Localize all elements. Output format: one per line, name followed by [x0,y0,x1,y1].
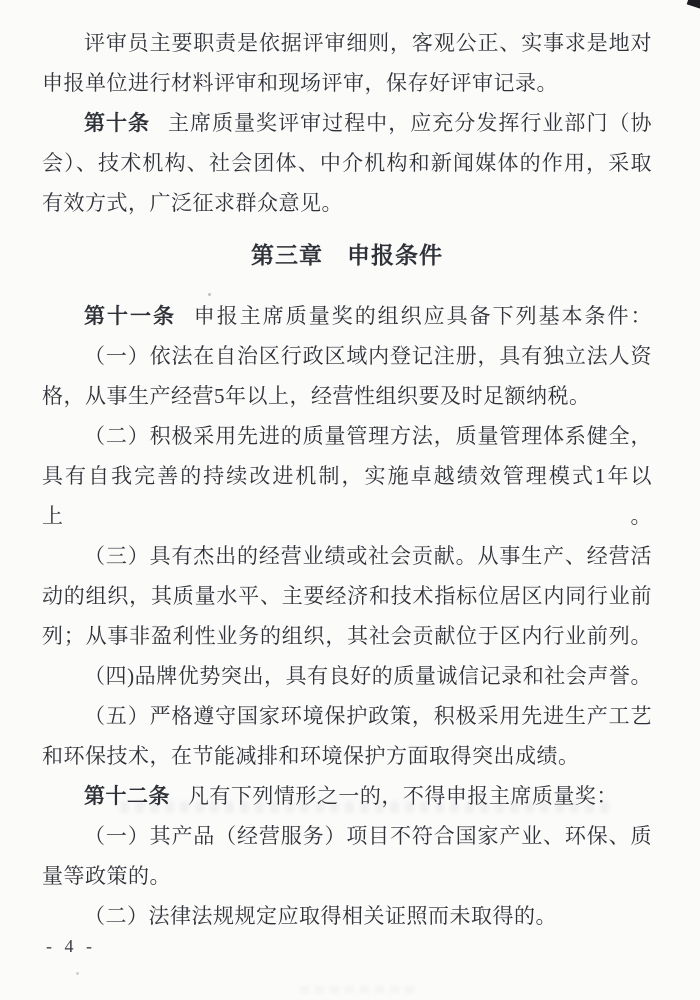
text-line: （二）积极采用先进的质量管理方法，质量管理体系健全， [84,424,652,448]
text-line: （二）法律法规规定应取得相关证照而未取得的。 [84,904,557,928]
article-number: 第十一条 [84,304,176,328]
text-line: （一）依法在自治区行政区域内登记注册，具有独立法人资 [84,344,652,368]
bleedthrough-smudge [300,986,420,993]
text-line: 评审员主要职责是依据评审细则，客观公正、实事求是地对 [84,31,652,55]
ink-speck [76,972,79,975]
article-number: 第十条 [84,111,151,135]
text-line: 列；从事非盈利性业务的组织，其社会贡献位于区内行业前列。 [42,624,652,648]
page-footer [46,936,96,957]
text-line: 有效方式，广泛征求群众意见。 [42,191,343,215]
text-line: 申报单位进行材料评审和现场评审，保存好评审记录。 [42,71,558,95]
text-line: 量等政策的。 [42,864,171,888]
text-line: 具有自我完善的持续改进机制，实施卓越绩效管理模式1年以上。 [42,464,652,528]
text-line: 第十一条 申报主席质量奖的组织应具备下列基本条件： [84,304,653,328]
article-number: 第十二条 [84,784,170,808]
chapter-heading: 第三章 申报条件 [251,243,443,268]
text-line: 第十二条 凡有下列情形之一的，不得申报主席质量奖： [84,784,618,808]
text-line: 和环保技术，在节能减排和环境保护方面取得突出成绩。 [42,744,580,768]
text-line: 第十条 主席质量奖评审过程中，应充分发挥行业部门（协 [84,111,653,135]
text-line: （一）其产品（经营服务）项目不符合国家产业、环保、质 [84,824,652,848]
scan-corner-mark [687,0,700,9]
text-line: 会）、技术机构、社会团体、中介机构和新闻媒体的作用，采取 [42,151,652,175]
text-line: 格，从事生产经营5年以上，经营性组织要及时足额纳税。 [42,384,591,408]
page-number: - 4 - [46,936,96,956]
text-line: 动的组织，其质量水平、主要经济和技术指标位居区内同行业前 [42,584,652,608]
text-line: （四)品牌优势突出，具有良好的质量诚信记录和社会声誉。 [84,664,652,688]
text-line: （三）具有杰出的经营业绩或社会贡献。从事生产、经营活 [84,544,652,568]
text-line: （五）严格遵守国家环境保护政策，积极采用先进生产工艺 [84,704,652,728]
text-block [42,0,652,936]
